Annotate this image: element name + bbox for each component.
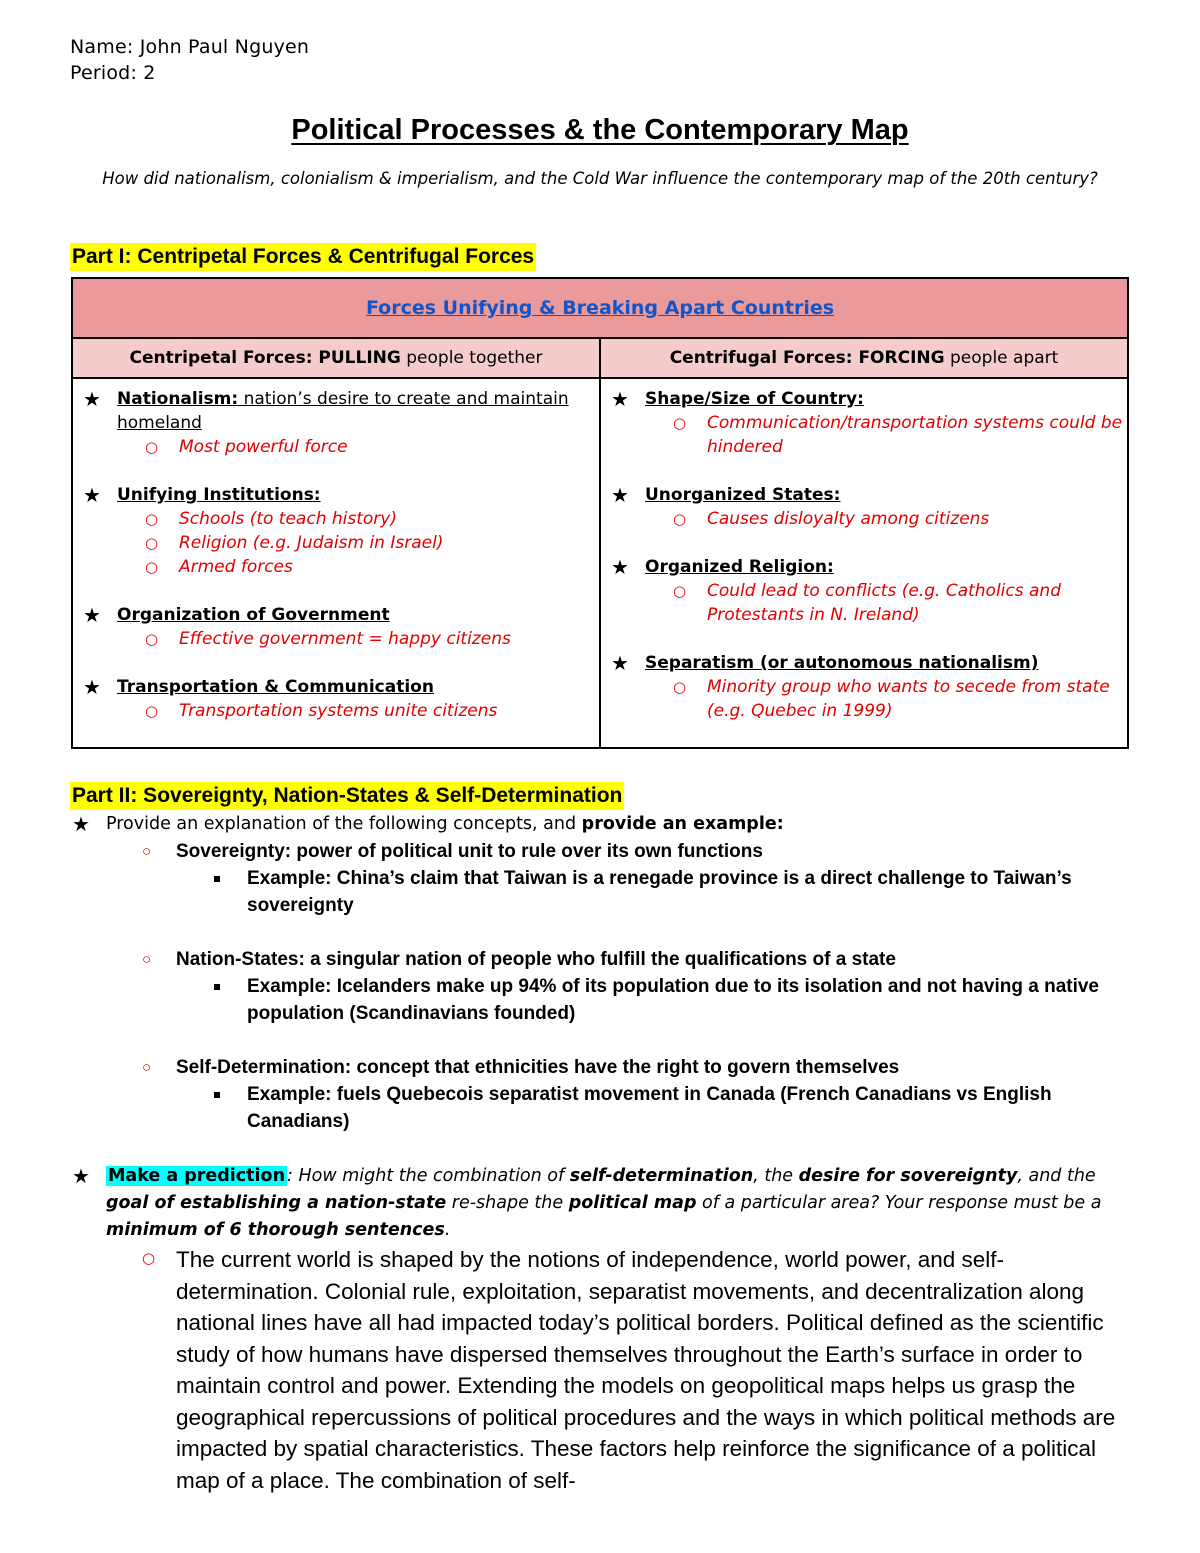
concept-definition: [70, 1054, 1140, 1081]
instruction-bold: provide an example:: [581, 814, 784, 834]
item-heading: Organization of Government: [117, 605, 390, 625]
star-bullet-icon: ★: [83, 675, 101, 699]
centrifugal-header: [600, 338, 1128, 378]
student-answer: The current world is shaped by the notions of independence, world power, and self-determination. Colonial rule, exploitation, separatist movements, and decentralization along national lines have all had impacted today’s political borders. Political defined as the scientific study of how humans have dispersed themselves throughout the Earth’s surface in order to maintain control and power. Extending the models on geopolitical maps helps us grasp the geographical repercussions of political procedures and the ways in which political methods are impacted by spatial characteristics. These factors help reinforce the significance of a political map of a place. The combination of self-: [176, 1247, 1116, 1493]
prediction-label: Make a prediction: [108, 1166, 286, 1186]
centrifugal-item: [601, 555, 1127, 627]
part-2-heading: Part II: Sovereignty, Nation-States & Self-Determination: [70, 782, 624, 810]
centrifugal-sub-item: [645, 411, 1127, 459]
centripetal-sub-item: [117, 555, 599, 579]
part-2-body: [70, 811, 1140, 1135]
square-bullet-icon: [214, 876, 220, 882]
table-caption-cell: [72, 278, 1128, 338]
centrifugal-header-bold: Centrifugal Forces: FORCING: [669, 348, 945, 368]
circle-bullet-icon: ○: [145, 558, 159, 576]
centrifugal-item: [601, 651, 1127, 723]
prompt-emphasis: goal of establishing a nation-state: [106, 1193, 447, 1213]
centrifugal-item: [601, 387, 1127, 459]
circle-bullet-icon: ○: [145, 630, 159, 648]
star-bullet-icon: ★: [83, 603, 101, 627]
concept-item: [70, 1054, 1140, 1135]
example-text: Example: China’s claim that Taiwan is a renegade province is a direct challenge to Taiwan’s sovereignty: [247, 868, 1072, 916]
circle-bullet-icon: ○: [142, 951, 152, 968]
example-text: Example: fuels Quebecois separatist movement in Canada (French Canadians vs English Canadians): [247, 1084, 1052, 1132]
star-bullet-icon: ★: [83, 387, 101, 411]
sub-item-text: Schools (to teach history): [179, 509, 397, 529]
centrifugal-item-title: [645, 387, 1127, 411]
prediction-prompt: [70, 1163, 1130, 1244]
example-text: Example: Icelanders make up 94% of its population due to its isolation and not having a native population (Scandinavians founded): [247, 976, 1099, 1024]
item-heading: Separatism (or autonomous nationalism): [645, 653, 1039, 673]
concept-example: [70, 1081, 1140, 1135]
definition-text: Self-Determination: concept that ethnicities have the right to govern themselves: [176, 1057, 900, 1078]
definition-text: Nation-States: a singular nation of people who fulfill the qualifications of a state: [176, 949, 896, 970]
prompt-emphasis: desire for sovereignty: [798, 1166, 1018, 1186]
centripetal-header: [72, 338, 600, 378]
centripetal-sub-item: [117, 699, 599, 723]
concept-example: [70, 865, 1140, 919]
centripetal-item: [73, 603, 599, 651]
prompt-emphasis: self-determination: [569, 1166, 754, 1186]
part-1-heading: Part I: Centripetal Forces & Centrifugal Forces: [70, 243, 536, 271]
concept-definition: [70, 946, 1140, 973]
concept-item: [70, 946, 1140, 1027]
centripetal-item: [73, 387, 599, 459]
centripetal-item: [73, 483, 599, 579]
concept-list: [70, 838, 1140, 1135]
centripetal-sub-item: [117, 531, 599, 555]
table-caption: Forces Unifying & Breaking Apart Countries: [365, 297, 835, 319]
centripetal-item-title: [117, 483, 599, 507]
essential-question: How did nationalism, colonialism & imperialism, and the Cold War influence the contemporary map of the 20th century?: [102, 169, 1098, 188]
circle-bullet-icon: ○: [673, 510, 687, 528]
item-heading: Organized Religion:: [645, 557, 834, 577]
prompt-text: re-shape the: [446, 1193, 569, 1213]
star-bullet-icon: ★: [72, 812, 90, 836]
star-bullet-icon: ★: [611, 483, 629, 507]
circle-bullet-icon: ○: [673, 582, 687, 600]
centrifugal-sub-item: [645, 507, 1127, 531]
instruction-plain: Provide an explanation of the following concepts, and: [106, 814, 582, 834]
circle-bullet-icon: ○: [145, 438, 159, 456]
circle-bullet-icon: ○: [145, 534, 159, 552]
sub-item-text: Armed forces: [179, 557, 293, 577]
centrifugal-sub-item: [645, 579, 1127, 627]
centripetal-list: [72, 378, 600, 748]
centrifugal-item-title: [645, 555, 1127, 579]
centripetal-sub-item: [117, 627, 599, 651]
prompt-text: , and the: [1017, 1166, 1096, 1186]
circle-bullet-icon: ○: [142, 843, 152, 860]
concept-definition: [70, 838, 1140, 865]
centripetal-sub-item: [117, 507, 599, 531]
sub-item-text: Transportation systems unite citizens: [179, 701, 498, 721]
prompt-emphasis: minimum of 6 thorough sentences: [106, 1220, 445, 1240]
concept-item: [70, 838, 1140, 919]
sub-item-text: Effective government = happy citizens: [179, 629, 511, 649]
item-heading: Unorganized States:: [645, 485, 841, 505]
prompt-emphasis: political map: [568, 1193, 697, 1213]
prompt-text: .: [444, 1220, 451, 1240]
sub-item-text: Could lead to conflicts (e.g. Catholics and Protestants in N. Ireland): [707, 581, 1061, 625]
centripetal-item: [73, 675, 599, 723]
circle-bullet-icon: ○: [673, 678, 687, 696]
circle-bullet-icon: ○: [145, 702, 159, 720]
circle-bullet-icon: ○: [142, 1249, 156, 1267]
centrifugal-header-rest: people apart: [944, 348, 1059, 368]
square-bullet-icon: [214, 1092, 220, 1098]
item-heading: Shape/Size of Country:: [645, 389, 864, 409]
prompt-text: , the: [753, 1166, 799, 1186]
circle-bullet-icon: ○: [673, 414, 687, 432]
sub-item-text: Religion (e.g. Judaism in Israel): [179, 533, 444, 553]
star-bullet-icon: ★: [72, 1164, 90, 1188]
forces-table: [71, 277, 1129, 749]
page-title: Political Processes & the Contemporary Map: [291, 114, 909, 146]
sub-item-text: Minority group who wants to secede from state (e.g. Quebec in 1999): [707, 677, 1110, 721]
centripetal-item-title: [117, 603, 599, 627]
item-heading: Nationalism:: [117, 389, 239, 409]
concept-example: [70, 973, 1140, 1027]
centrifugal-item: [601, 483, 1127, 531]
star-bullet-icon: ★: [611, 387, 629, 411]
class-period: Period: 2: [70, 62, 156, 84]
star-bullet-icon: ★: [83, 483, 101, 507]
item-description: nation’s desire to create and maintain homeland: [117, 389, 569, 433]
circle-bullet-icon: ○: [142, 1059, 152, 1076]
sub-item-text: Communication/transportation systems could be hindered: [707, 413, 1123, 457]
sub-item-text: Causes disloyalty among citizens: [707, 509, 990, 529]
prompt-text: : How might the combination of: [287, 1166, 570, 1186]
item-heading: Unifying Institutions:: [117, 485, 321, 505]
centrifugal-sub-item: [645, 675, 1127, 723]
square-bullet-icon: [214, 984, 220, 990]
centrifugal-item-title: [645, 483, 1127, 507]
circle-bullet-icon: ○: [145, 510, 159, 528]
definition-text: Sovereignty: power of political unit to rule over its own functions: [176, 841, 763, 862]
sub-item-text: Most powerful force: [179, 437, 348, 457]
centripetal-item-title: [117, 387, 599, 435]
instruction: [70, 811, 1140, 838]
star-bullet-icon: ★: [611, 651, 629, 675]
centripetal-item-title: [117, 675, 599, 699]
centripetal-sub-item: [117, 435, 599, 459]
centrifugal-item-title: [645, 651, 1127, 675]
star-bullet-icon: ★: [611, 555, 629, 579]
item-heading: Transportation & Communication: [117, 677, 434, 697]
centripetal-header-bold: Centripetal Forces: PULLING: [129, 348, 401, 368]
centrifugal-list: [600, 378, 1128, 748]
student-name: Name: John Paul Nguyen: [70, 36, 310, 58]
centripetal-header-rest: people together: [400, 348, 543, 368]
prompt-text: of a particular area? Your response must be a: [696, 1193, 1102, 1213]
